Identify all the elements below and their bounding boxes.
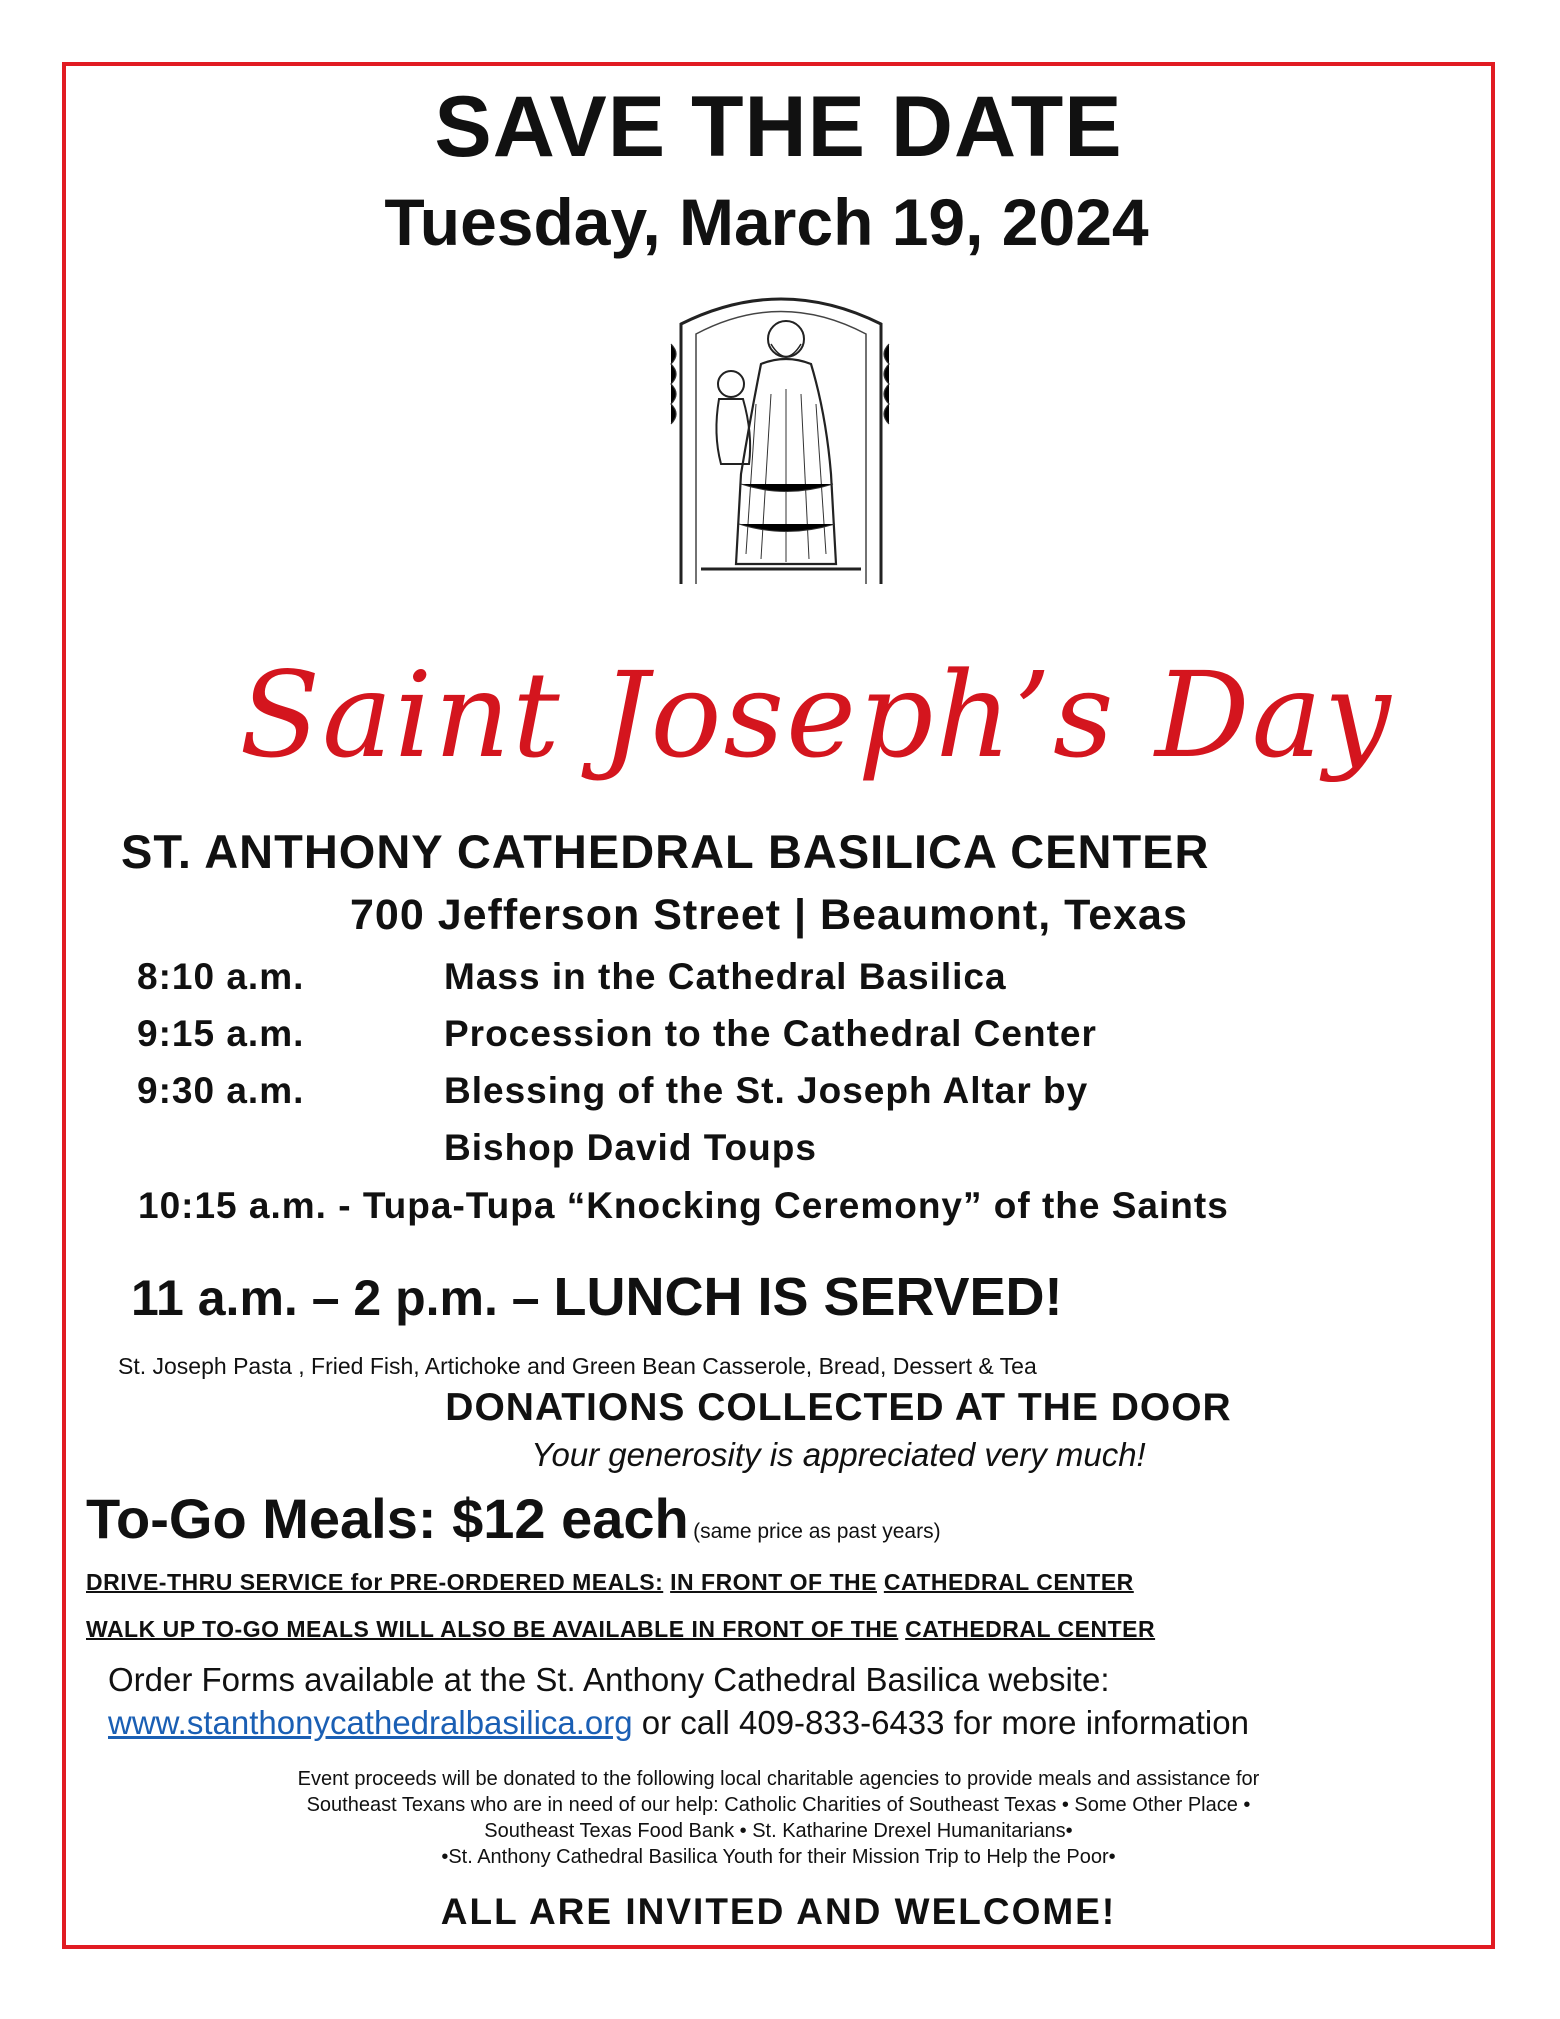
togo-price-line [86,1486,941,1551]
flyer-frame [62,62,1495,1949]
st-joseph-illustration-icon [661,284,901,584]
proceeds-line: Southeast Texas Food Bank • St. Katharine Drexel Humanitarians• [484,1820,1073,1842]
proceeds-line: Event proceeds will be donated to the following local charitable agencies to provide meals and assistance for [297,1768,1260,1790]
generosity-note: Your generosity is appreciated very much! [531,1436,1146,1473]
lunch-time: 11 a.m. – 2 p.m. – [131,1270,554,1326]
website-link[interactable]: www.stanthonycathedralbasilica.org [108,1704,633,1741]
schedule-desc: Procession to the Cathedral Center [444,1013,1097,1054]
proceeds-note [66,1766,1491,1870]
drive-thru-label: DRIVE-THRU SERVICE for PRE-ORDERED MEALS: [86,1569,664,1595]
knocking-ceremony: 10:15 a.m. - Tupa-Tupa “Knocking Ceremony” of the Saints [138,1185,1229,1226]
schedule-desc: Bishop David Toups [444,1127,817,1168]
walk-up-label: WALK UP TO-GO MEALS WILL ALSO BE AVAILABLE IN FRONT OF THE [86,1616,899,1642]
drive-thru-line [86,1569,1134,1596]
venue-name: ST. ANTHONY CATHEDRAL BASILICA CENTER [121,825,1210,878]
walk-up-line [86,1616,1155,1643]
drive-thru-place: CATHEDRAL CENTER [883,1569,1134,1595]
lunch-headline: LUNCH IS SERVED! [553,1267,1063,1327]
welcome-message: ALL ARE INVITED AND WELCOME! [440,1891,1117,1932]
lunch-line [131,1266,1063,1328]
proceeds-line: Southeast Texans who are in need of our help: Catholic Charities of Southeast Texas • Some Other Place • [306,1794,1251,1816]
event-date: Tuesday, March 19, 2024 [384,185,1149,259]
schedule-time: 9:15 a.m. [137,1013,305,1054]
phone-info: or call 409-833-6433 for more information [632,1704,1249,1741]
lunch-menu: St. Joseph Pasta , Fried Fish, Artichoke and Green Bean Casserole, Bread, Dessert & Tea [118,1353,1037,1379]
donations-notice: DONATIONS COLLECTED AT THE DOOR [445,1386,1232,1429]
schedule-desc: Mass in the Cathedral Basilica [444,956,1007,997]
order-contact-line [108,1704,1249,1742]
togo-price: To-Go Meals: $12 each [86,1487,689,1550]
schedule-time: 8:10 a.m. [137,956,305,997]
togo-price-note: (same price as past years) [693,1520,941,1543]
proceeds-line: •St. Anthony Cathedral Basilica Youth for their Mission Trip to Help the Poor• [441,1846,1116,1868]
drive-thru-location: IN FRONT OF THE [670,1569,877,1595]
order-forms-line: Order Forms available at the St. Anthony Cathedral Basilica website: [108,1661,1110,1698]
walk-up-place: CATHEDRAL CENTER [905,1616,1156,1642]
event-title-script: Saint Joseph’s Day [239,646,1393,784]
save-the-date-heading: SAVE THE DATE [434,79,1123,175]
schedule-desc: Blessing of the St. Joseph Altar by [444,1070,1089,1111]
schedule-time: 9:30 a.m. [137,1070,305,1111]
venue-address: 700 Jefferson Street | Beaumont, Texas [350,891,1188,939]
